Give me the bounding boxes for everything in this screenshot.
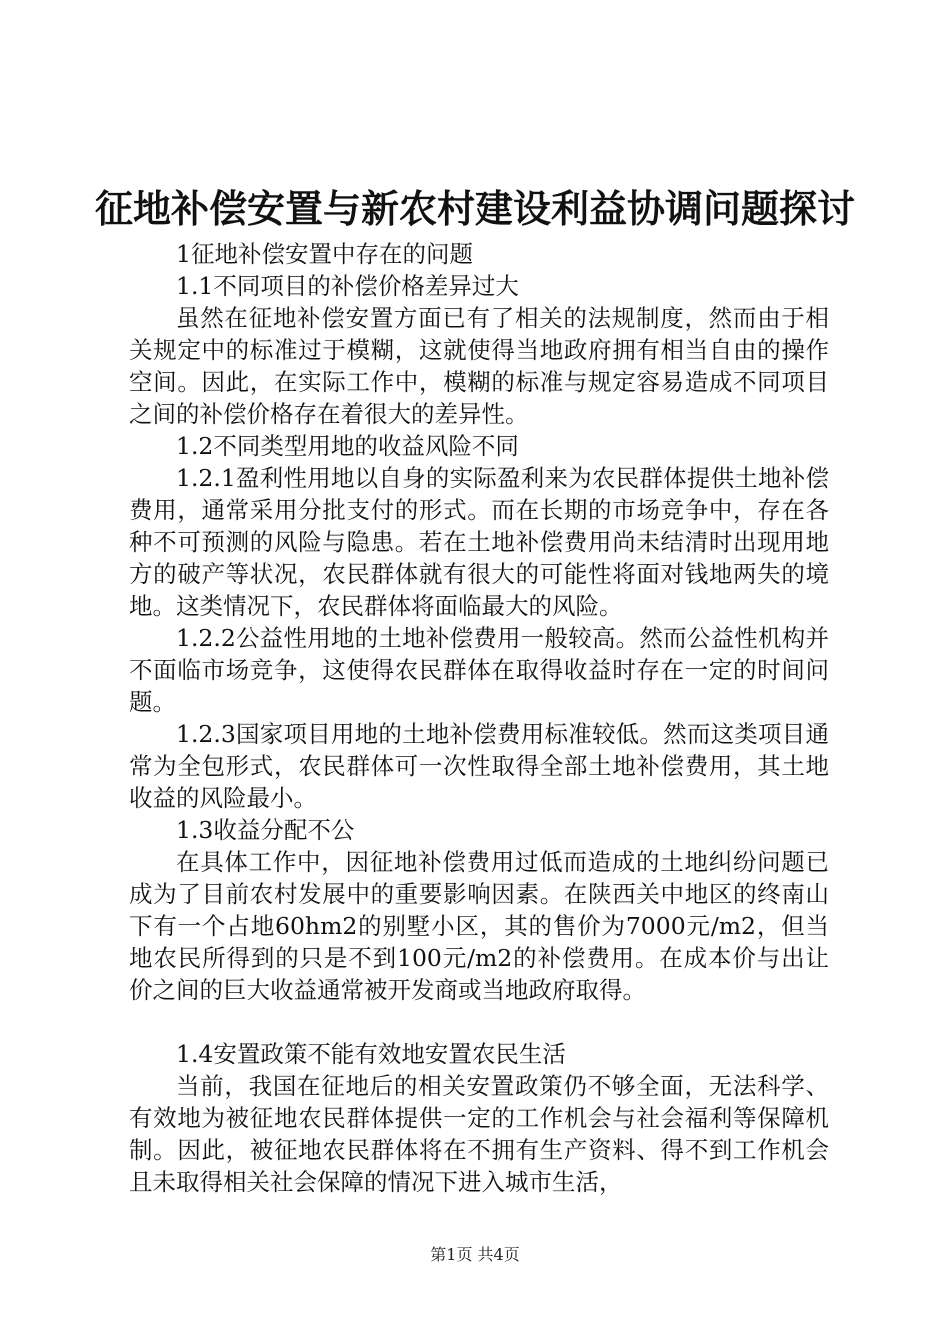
section-heading-1: 1征地补偿安置中存在的问题 bbox=[176, 240, 473, 268]
section-heading-1-3: 1.3收益分配不公 bbox=[176, 816, 355, 844]
document-body bbox=[129, 238, 829, 1198]
document-title: 征地补偿安置与新农村建设利益协调问题探讨 bbox=[94, 187, 855, 231]
page-footer: 第1页 共4页 bbox=[430, 1245, 520, 1264]
paragraph-1-2-3: 1.2.3国家项目用地的土地补偿费用标准较低。然而这类项目通常为全包形式，农民群体可一次性取得全部土地补偿费用，其土地收益的风险最小。 bbox=[129, 720, 829, 812]
paragraph-1-2-1: 1.2.1盈利性用地以自身的实际盈利来为农民群体提供土地补偿费用，通常采用分批支付的形式。而在长期的市场竞争中，存在各种不可预测的风险与隐患。若在土地补偿费用尚未结清时出现用地方的破产等状况，农民群体就有很大的可能性将面对钱地两失的境地。这类情况下，农民群体将面临最大的风险。 bbox=[129, 464, 829, 620]
section-heading-1-2: 1.2不同类型用地的收益风险不同 bbox=[176, 432, 519, 460]
paragraph-1-3: 在具体工作中，因征地补偿费用过低而造成的土地纠纷问题已成为了目前农村发展中的重要影响因素。在陕西关中地区的终南山下有一个占地60hm2的别墅小区，其的售价为7000元/m2，但当地农民所得到的只是不到100元/m2的补偿费用。在成本价与出让价之间的巨大收益通常被开发商或当地政府取得。 bbox=[129, 848, 829, 1004]
section-heading-1-1: 1.1不同项目的补偿价格差异过大 bbox=[176, 272, 519, 300]
paragraph-spacer bbox=[129, 1006, 829, 1038]
paragraph-1-1: 虽然在征地补偿安置方面已有了相关的法规制度，然而由于相关规定中的标准过于模糊，这就使得当地政府拥有相当自由的操作空间。因此，在实际工作中，模糊的标准与规定容易造成不同项目之间的补偿价格存在着很大的差异性。 bbox=[129, 304, 829, 428]
paragraph-1-4: 当前，我国在征地后的相关安置政策仍不够全面，无法科学、有效地为被征地农民群体提供一定的工作机会与社会福利等保障机制。因此，被征地农民群体将在不拥有生产资料、得不到工作机会且未取得相关社会保障的情况下进入城市生活， bbox=[129, 1072, 829, 1196]
paragraph-1-2-2: 1.2.2公益性用地的土地补偿费用一般较高。然而公益性机构并不面临市场竞争，这使得农民群体在取得收益时存在一定的时间问题。 bbox=[129, 624, 829, 716]
section-heading-1-4: 1.4安置政策不能有效地安置农民生活 bbox=[176, 1040, 566, 1068]
